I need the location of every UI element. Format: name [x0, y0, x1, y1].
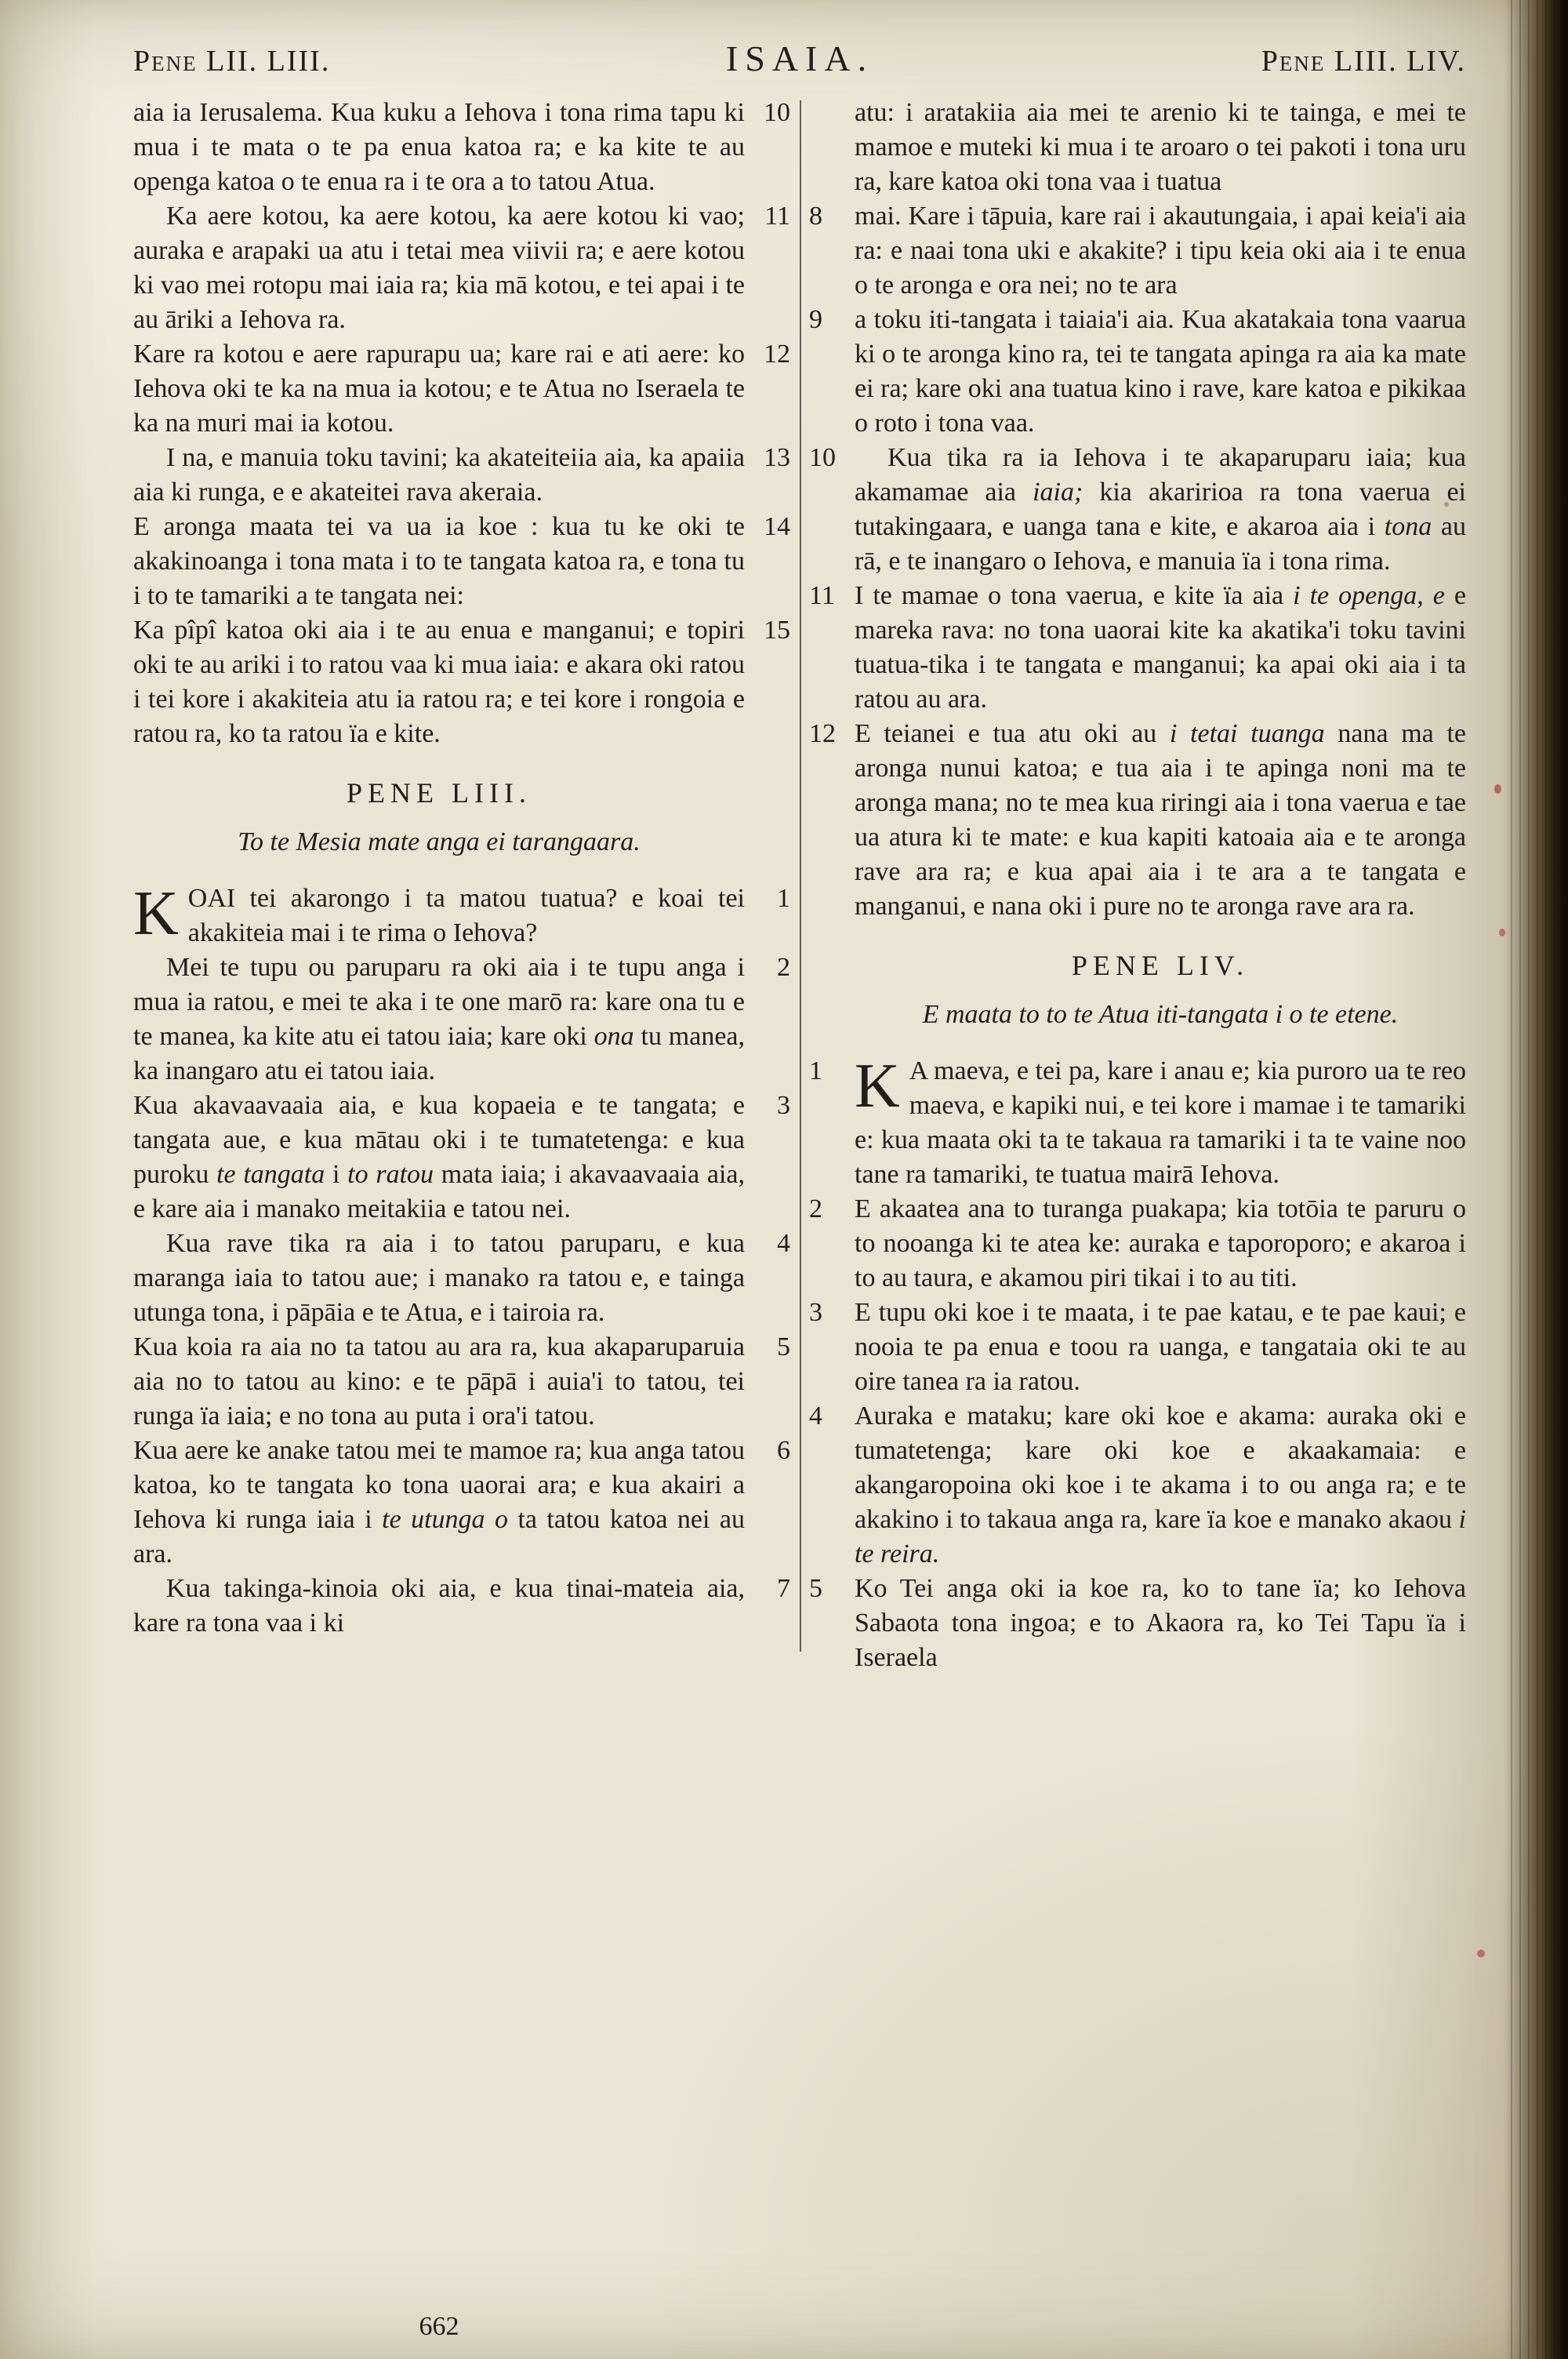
chapter-heading: PENE LIII. — [347, 777, 532, 809]
verse-paragraph: 10 Kua tika ra ia Iehova i te akaparuparu iaia; kua akamamae aia iaia; kia akaririoa ra tona vaerua ei tutakingaara, e uanga tana e kite, e akaroa aia i tona au rā, e te inangaro o Iehova, e manuia ïa i tona rima. — [855, 441, 1466, 579]
verse-paragraph: 13 I na, e manuia toku tavini; ka akateiteiia aia, ka apaiia aia ki runga, e e akateitei rava akeraia. — [133, 441, 745, 510]
verse-number: 2 — [777, 953, 790, 982]
text-block — [133, 96, 1466, 1675]
verse-number: 5 — [809, 1574, 822, 1603]
verse-paragraph: atu: i aratakiia aia mei te arenio ki te tainga, e mei te mamoe e muteki ki mua i te aroaro o tei pakoti i tona uru ra, kare katoa oki tona vaa i tuatua — [855, 98, 1466, 196]
verse-paragraph: 6 Kua aere ke anake tatou mei te mamoe ra; kua anga tatou katoa, ko te tangata ko tona uaorai ara; e kua akairi a Iehova ki runga iaia i te utunga o ta tatou katoa nei au ara. — [133, 1434, 745, 1572]
verse-number: 10 — [809, 443, 836, 472]
verse-paragraph: 3 E tupu oki koe i te maata, i te pae katau, e te pae kaui; e nooia te pa enua e toou ra uanga, e tangataia oki te au oire tanea ra ia ratou. — [855, 1296, 1466, 1399]
verse-number: 15 — [764, 616, 790, 645]
chapter-heading: PENE LIV. — [1071, 950, 1250, 981]
running-header-left: Pene LII. LIII. — [133, 45, 331, 78]
verse-paragraph: 2 Mei te tupu ou paruparu ra oki aia i te tupu anga i mua ia ratou, e mei te aka i te one marō ra: kare ona tu e te manea, ka kite atu ei tatou iaia; kare oki ona tu manea, ka inangaro atu ei tatou iaia. — [133, 951, 745, 1089]
verse-paragraph: 15 Ka pîpî katoa oki aia i te au enua e manganui; e topiri oki te au ariki i to ratou vaa ki mua iaia: e akara oki ratou i tei kore i akakiteia atu ia ratou ra; e tei kore i rongoia e ratou ra, ko ta ratou ïa e kite. — [133, 613, 745, 751]
right-column — [809, 96, 1467, 1675]
verse-number: 12 — [764, 340, 790, 369]
book-title: ISAIA. — [725, 38, 874, 78]
foxing-spot — [1444, 502, 1449, 507]
chapter-summary: E maata to to te Atua iti-tangata i o te etene. — [922, 1000, 1399, 1029]
verse-number: 13 — [764, 443, 790, 472]
chapter-summary: To te Mesia mate anga ei tarangaara. — [238, 827, 641, 856]
verse-number: 5 — [777, 1332, 790, 1361]
verse-number: 1 — [809, 1056, 822, 1085]
left-column — [133, 96, 790, 1641]
verse-paragraph: 11 Ka aere kotou, ka aere kotou, ka aere kotou ki vao; auraka e arapaki ua atu i tetai mea viivii ra; e aere kotou ki vao mei rotopu mai iaia ra; kia mā kotou, e tei apai i te au āriki a Iehova ra. — [133, 199, 745, 337]
verse-number: 7 — [777, 1574, 790, 1603]
verse-number: 4 — [777, 1229, 790, 1258]
verse-paragraph: 5 Kua koia ra aia no ta tatou au ara ra, kua akaparuparuia aia no to tatou au kino: e te pāpā i auia'i to tatou, tei runga ïa iaia; e no tona au puta i ora'i tatou. — [133, 1330, 745, 1434]
running-header-right: Pene LIII. LIV. — [1261, 45, 1466, 78]
verse-paragraph: 4 Auraka e mataku; kare oki koe e akama: auraka oki e tumatetenga; kare oki koe e akaakamaia: e akangaropoina oki koe i te akama i to ou anga ra; e te akakino i to takaua anga ra, kare ïa koe e manako akaou i te reira. — [855, 1399, 1466, 1572]
verse-number: 11 — [764, 202, 790, 231]
verse-number: 11 — [809, 581, 835, 610]
drop-cap: K — [855, 1052, 900, 1121]
running-header — [133, 38, 1466, 79]
verse-paragraph: 9 a toku iti-tangata i taiaia'i aia. Kua akatakaia tona vaarua ki o te aronga kino ra, tei te tangata apinga ra aia ka mate ei ra; kare oki ana tuatua kino i rave, kare katoa e pikikaa o roto i tona vaa. — [855, 303, 1466, 441]
verse-number: 1 — [777, 884, 790, 913]
column-divider — [745, 96, 855, 1675]
verse-paragraph: 12 Kare ra kotou e aere rapurapu ua; kare rai e ati aere: ko Iehova oki te ka na mua ia kotou; e te Atua no Iseraela te ka na muri mai ia kotou. — [133, 337, 745, 441]
verse-paragraph: 12 E teianei e tua atu oki au i tetai tuanga nana ma te aronga nunui katoa; e tua aia i te apinga noni ma te aronga mana; no te mea kua riringi aia i tona vaerua e tae ua atura ki te mate: e kua kapiti katoaia aia e te aronga rave ara ra; e kua apai aia i te ara a te tangata e manganui, e nana oki i pure no te aronga rave ara ra. — [855, 717, 1466, 924]
binding-edge — [1504, 0, 1568, 2359]
page-number: 662 — [419, 2312, 459, 2341]
verse-number: 2 — [809, 1194, 822, 1223]
verse-paragraph: 7 Kua takinga-kinoia oki aia, e kua tinai-mateia aia, kare ra tona vaa i ki — [133, 1572, 745, 1641]
verse-number: 14 — [764, 512, 790, 541]
verse-paragraph: 14 E aronga maata tei va ua ia koe : kua tu ke oki te akakinoanga i tona mata i to te tangata katoa ra, e tona tu i to te tamariki a te tangata nei: — [133, 510, 745, 613]
drop-cap: K — [133, 879, 179, 948]
verse-paragraph: 5 Ko Tei anga oki ia koe ra, ko to tane ïa; ko Iehova Sabaota tona ingoa; e to Akaora ra, ko Tei Tapu ïa i Iseraela — [855, 1572, 1466, 1675]
verse-paragraph: 2 E akaatea ana to turanga puakapa; kia totōia te paruru o to nooanga ki te atea ke: auraka e taporoporo; e akaroa i to au taura, e akamou piri tikai i to au titi. — [855, 1192, 1466, 1296]
verse-number: 8 — [809, 202, 822, 231]
verse-paragraph: 10 aia ia Ierusalema. Kua kuku a Iehova i tona rima tapu ki mua i te mata o te pa enua katoa ra; e ka kite te au openga katoa o te enua ra i te ora a to tatou Atua. — [133, 96, 745, 199]
verse-number: 9 — [809, 305, 822, 334]
foxing-spot — [1494, 784, 1501, 794]
verse-number: 3 — [809, 1298, 822, 1327]
foxing-spot — [1477, 1950, 1485, 1957]
verse-paragraph: 1 K A maeva, e tei pa, kare i anau e; kia puroro ua te reo maeva, e kapiki nui, e tei kore i mamae i te tamariki e: kua maata oki ta te takaua ra tamariki i ta te vaine noo tane ra tamariki, te tuatua mairā Iehova. — [809, 1052, 1466, 1189]
verse-number: 4 — [809, 1401, 822, 1430]
verse-paragraph: 4 Kua rave tika ra aia i to tatou paruparu, e kua maranga iaia to tatou aue; i manako ra tatou e, e tainga utunga tona, i pāpāia e te Atua, e i tairoia ra. — [133, 1227, 745, 1330]
verse-number: 6 — [777, 1436, 790, 1465]
foxing-spot — [1499, 929, 1505, 936]
verse-paragraph: 3 Kua akavaavaaia aia, e kua kopaeia e te tangata; e tangata aue, e kua mātau oki i te tumatetenga: e kua puroku te tangata i to ratou mata iaia; i akavaavaaia aia, e kare aia i manako meitakiia e tatou nei. — [133, 1089, 745, 1227]
verse-paragraph: 8 mai. Kare i tāpuia, kare rai i akautungaia, i apai keia'i aia ra: e naai tona uki e akakite? i tipu keia oki aia i te enua o te aronga e ora nei; no te ara — [855, 199, 1466, 303]
verse-number: 3 — [777, 1091, 790, 1120]
verse-paragraph: 11 I te mamae o tona vaerua, e kite ïa aia i te openga, e e mareka rava: no tona uaorai kite ka akatika'i toku tavini tuatua-tika i te tangata e manganui; ka apai oki aia i ta ratou au ara. — [855, 579, 1466, 717]
verse-number: 12 — [809, 719, 836, 748]
verse-number: 10 — [764, 98, 790, 127]
verse-paragraph: 1 K OAI tei akarongo i ta matou tuatua? e koai tei akakiteia mai i te rima o Iehova? — [133, 879, 790, 948]
